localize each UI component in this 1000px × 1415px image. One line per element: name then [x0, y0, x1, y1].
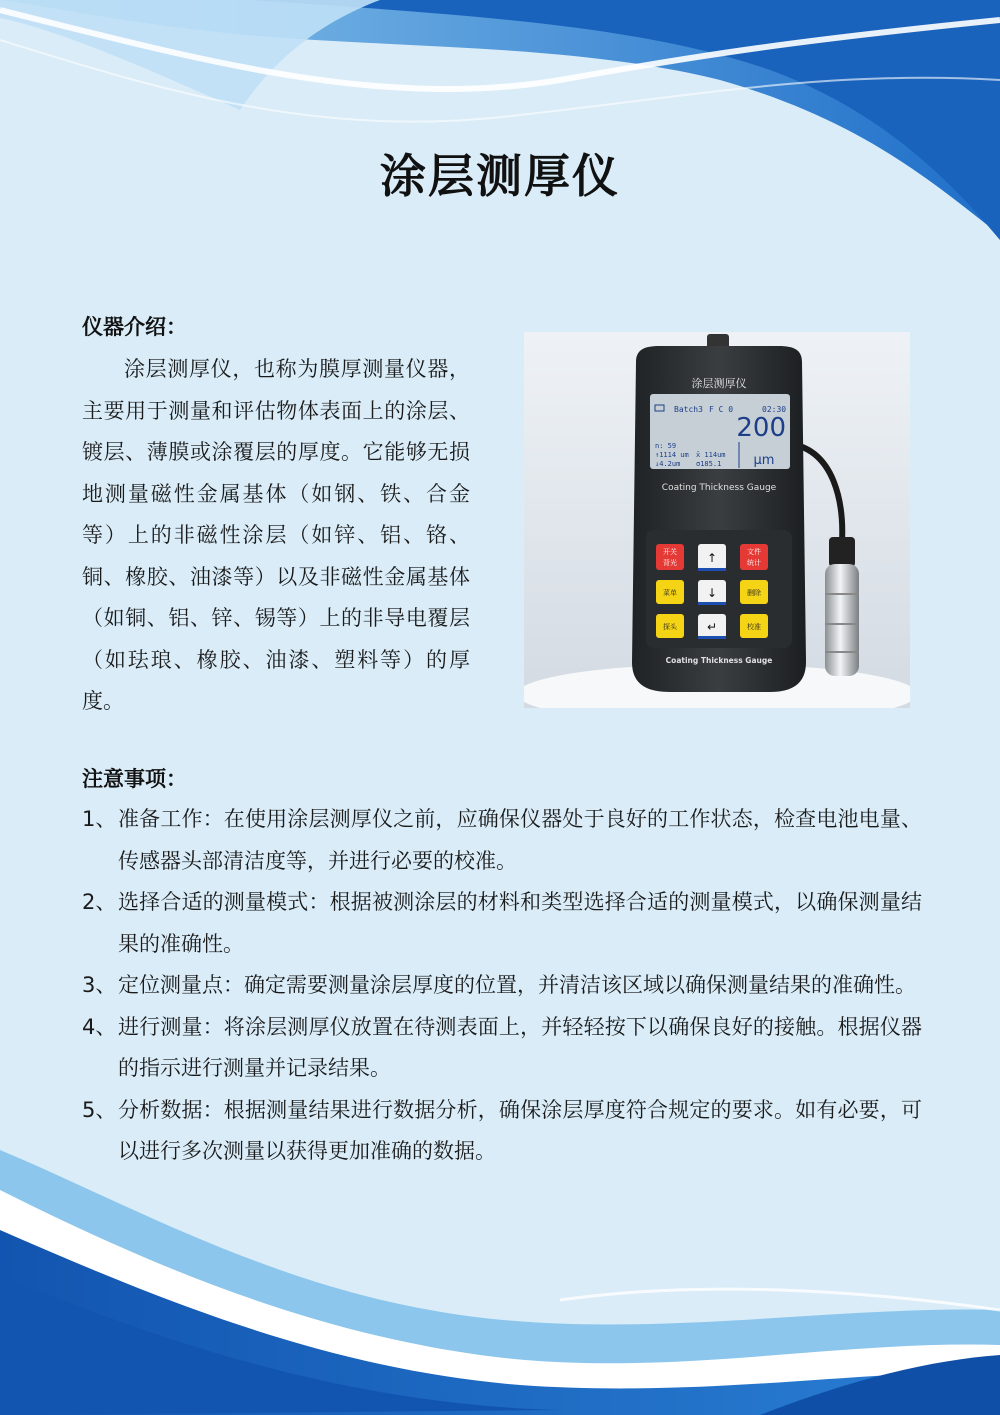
note-number: 3、 [82, 973, 117, 997]
key-down: ↓ [706, 586, 718, 600]
screen-max: ↑1114 um [655, 451, 689, 459]
note-number: 2、 [82, 890, 117, 914]
note-text: 准备工作：在使用涂层测厚仪之前，应确保仪器处于良好的工作状态，检查电池电量、传感器头部清洁度等，并进行必要的校准。 [118, 807, 922, 873]
notes-list [82, 799, 922, 1173]
key-calibrate: 校准 [747, 623, 761, 631]
notes-heading: 注意事项： [82, 767, 187, 791]
note-text: 进行测量：将涂层测厚仪放置在待测表面上，并轻轻按下以确保良好的接触。根据仪器的指示进行测量并记录结果。 [118, 1014, 922, 1080]
note-text: 选择合适的测量模式：根据被测涂层的材料和类型选择合适的测量模式，以确保测量结果的准确性。 [118, 890, 922, 956]
key-power-bottom: 背光 [663, 559, 677, 567]
screen-unit: μm [753, 453, 775, 468]
key-file-top: 文件 [747, 548, 761, 556]
screen-batch: Batch3 [674, 405, 703, 414]
key-power-top: 开关 [663, 548, 677, 556]
note-number: 4、 [82, 1014, 117, 1039]
key-enter: ↵ [706, 620, 718, 634]
note-text: 分析数据：根据测量结果进行数据分析，确保涂层厚度符合规定的要求。如有必要，可以进行多次测量以获得更加准确的数据。 [118, 1097, 922, 1163]
screen-avg: x̄ 114um [696, 451, 726, 459]
key-probe: 探头 [663, 623, 677, 631]
key-menu: 菜单 [663, 589, 677, 597]
screen-mode: F C 0 [709, 405, 734, 414]
device-brand-label: 涂层测厚仪 [691, 377, 747, 390]
page-title: 涂层测厚仪 [380, 149, 620, 203]
note-item-3 [82, 965, 922, 1007]
note-text: 定位测量点：确定需要测量涂层厚度的位置，并清洁该区域以确保测量结果的准确性。 [118, 973, 916, 997]
note-item-5 [82, 1090, 922, 1173]
device-model-label: Coating Thickness Gauge [661, 483, 777, 493]
screen-sd: σ185.1 [696, 460, 722, 468]
screen-time: 02:30 [762, 405, 787, 414]
device-bottom-label: Coating Thickness Gauge [665, 656, 773, 665]
note-item-4 [82, 1007, 922, 1090]
note-item-1 [82, 799, 922, 882]
key-file-bottom: 统计 [747, 559, 761, 567]
key-delete: 删除 [747, 589, 761, 597]
intro-body: 涂层测厚仪，也称为膜厚测量仪器，主要用于测量和评估物体表面上的涂层、镀层、薄膜或涂覆层的厚度。它能够无损地测量磁性金属基体（如钢、铁、合金等）上的非磁性涂层（如锌、铝、铬、铜、橡胶、油漆等）以及非磁性金属基体（如铜、铝、锌、锡等）上的非导电覆层（如珐琅、橡胶、油漆、塑料等）的厚度。 [82, 357, 470, 713]
device-keypad [656, 544, 768, 639]
intro-heading: 仪器介绍： [82, 315, 187, 339]
note-item-2 [82, 882, 922, 965]
screen-min: ↓4.2um [655, 460, 681, 468]
screen-count: n: 59 [655, 442, 677, 450]
screen-reading: 200 [736, 413, 786, 443]
coating-gauge-photo [524, 332, 910, 708]
note-number: 1、 [82, 807, 117, 831]
key-up: ↑ [706, 551, 718, 565]
note-number: 5、 [82, 1097, 117, 1122]
